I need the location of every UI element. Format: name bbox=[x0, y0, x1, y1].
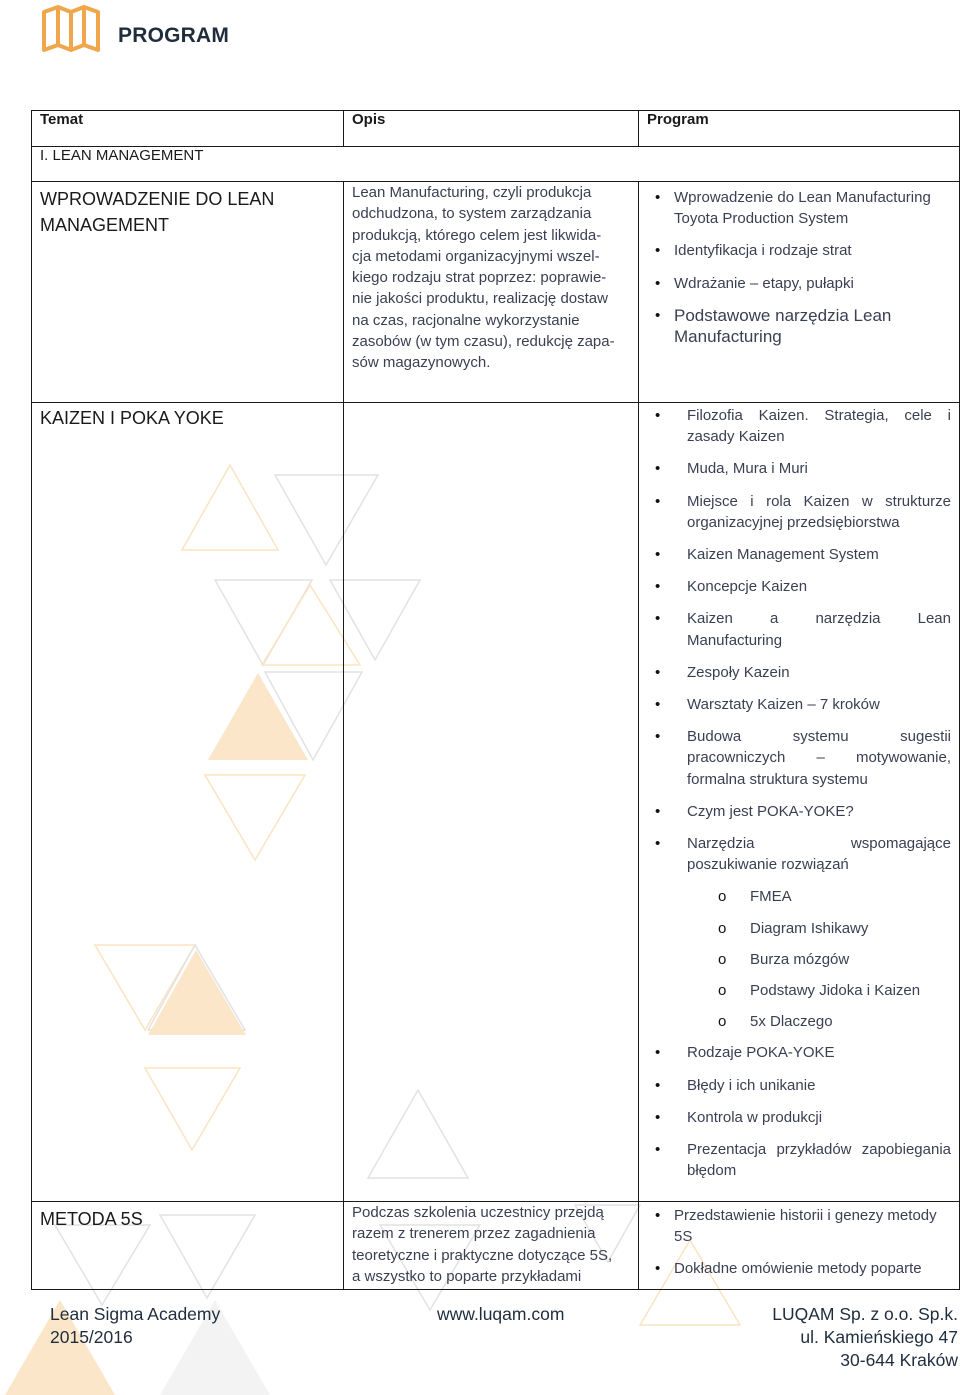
section-title: I. LEAN MANAGEMENT bbox=[32, 147, 960, 182]
list-item: • Kaizen Management System bbox=[647, 544, 951, 565]
footer-company: LUQAM Sp. z o.o. Sp.k. bbox=[772, 1304, 958, 1324]
footer-left bbox=[50, 1303, 220, 1349]
footer-website[interactable]: www.luqam.com bbox=[437, 1304, 565, 1324]
page-title: PROGRAM bbox=[118, 24, 230, 47]
description-line: sów magazynowych. bbox=[352, 354, 491, 372]
list-item: • Wprowadzenie do Lean Manufacturing Toyota Production System bbox=[647, 187, 951, 229]
program-list bbox=[647, 187, 951, 347]
description-line: produkcją, którego celem jest likwida- bbox=[352, 226, 602, 244]
list-item: • Narzędzia wspomagające poszukiwanie rozwiązań bbox=[647, 833, 951, 875]
list-item: • Miejsce i rola Kaizen w strukturze organizacyjnej przedsiębiorstwa bbox=[647, 491, 951, 533]
description-line: zasobów (w tym czasu), redukcję zapa- bbox=[352, 333, 615, 351]
footer-year: 2015/2016 bbox=[50, 1327, 133, 1347]
sublist-item: o Podstawy Jidoka i Kaizen bbox=[647, 980, 951, 1001]
program-list bbox=[647, 405, 951, 875]
description-line: odchudzona, to system zarządzania bbox=[352, 205, 592, 223]
table-row bbox=[32, 403, 960, 1202]
list-item: • Koncepcje Kaizen bbox=[647, 576, 951, 597]
sublist-item: o Burza mózgów bbox=[647, 949, 951, 970]
list-item: • Błędy i ich unikanie bbox=[647, 1075, 951, 1096]
list-item: • Czym jest POKA-YOKE? bbox=[647, 801, 951, 822]
footer-academy: Lean Sigma Academy bbox=[50, 1304, 221, 1324]
sublist-item: o FMEA bbox=[647, 886, 951, 907]
description-line: Lean Manufacturing, czyli produkcja bbox=[352, 184, 592, 201]
column-header-description: Opis bbox=[344, 111, 639, 147]
table-row bbox=[32, 1202, 960, 1290]
list-item: • Budowa systemu sugestii pracowniczych – motywowanie, formalna struktura systemu bbox=[647, 726, 951, 790]
list-item: • Kaizen a narzędzia Lean Manufacturing bbox=[647, 608, 951, 650]
list-item: • Identyfikacja i rodzaje strat bbox=[647, 240, 951, 261]
description-line: kiego rodzaju strat poprzez: poprawie- bbox=[352, 269, 607, 287]
list-item: • Podstawowe narzędzia Lean Manufacturing bbox=[647, 305, 951, 347]
list-item: • Kontrola w produkcji bbox=[647, 1107, 951, 1128]
list-item: • Zespoły Kazein bbox=[647, 662, 951, 683]
list-item: • Rodzaje POKA-YOKE bbox=[647, 1042, 951, 1063]
row-topic: WPROWADZENIE DO LEAN MANAGEMENT bbox=[40, 189, 275, 235]
description-line: cja metodami organizacyjnymi wszel- bbox=[352, 247, 600, 265]
row-topic: KAIZEN I POKA YOKE bbox=[40, 408, 224, 428]
row-description bbox=[344, 182, 639, 403]
description-line: nie jakości produktu, realizację dostaw bbox=[352, 290, 608, 308]
footer-street: ul. Kamieńskiego 47 bbox=[800, 1327, 958, 1347]
table-header-row bbox=[32, 111, 960, 147]
footer-right bbox=[772, 1303, 958, 1372]
program-list bbox=[647, 1205, 951, 1280]
sublist-item: o 5x Dlaczego bbox=[647, 1011, 951, 1032]
description-line: na czas, racjonalne wykorzystanie bbox=[352, 311, 580, 329]
list-item: • Filozofia Kaizen. Strategia, cele i zasady Kaizen bbox=[647, 405, 951, 447]
sublist-item: o Diagram Ishikawy bbox=[647, 918, 951, 939]
row-description bbox=[344, 403, 639, 1202]
program-list bbox=[647, 1042, 951, 1181]
list-item: • Wdrażanie – etapy, pułapki bbox=[647, 273, 951, 294]
section-row bbox=[32, 147, 960, 182]
row-description bbox=[344, 1202, 639, 1290]
description-line: razem z trenerem przez zagadnienia bbox=[352, 1225, 596, 1243]
footer-city: 30-644 Kraków bbox=[840, 1350, 958, 1370]
description-line: a wszystko to poparte przykładami bbox=[352, 1267, 582, 1285]
program-sublist bbox=[647, 886, 951, 1032]
column-header-topic: Temat bbox=[32, 111, 344, 147]
folded-map-icon bbox=[40, 4, 102, 54]
list-item: • Prezentacja przykładów zapobiegania błędom bbox=[647, 1139, 951, 1181]
row-topic: METODA 5S bbox=[40, 1209, 143, 1229]
program-table bbox=[31, 110, 960, 1290]
description-line: teoretyczne i praktyczne dotyczące 5S, bbox=[352, 1246, 613, 1264]
list-item: • Przedstawienie historii i genezy metody 5S bbox=[647, 1205, 951, 1247]
list-item: • Warsztaty Kaizen – 7 kroków bbox=[647, 694, 951, 715]
list-item: • Dokładne omówienie metody poparte bbox=[647, 1258, 951, 1279]
table-row bbox=[32, 182, 960, 403]
list-item: • Muda, Mura i Muri bbox=[647, 458, 951, 479]
page-header bbox=[40, 4, 440, 54]
description-line: Podczas szkolenia uczestnicy przejdą bbox=[352, 1204, 604, 1221]
column-header-program: Program bbox=[639, 111, 960, 147]
